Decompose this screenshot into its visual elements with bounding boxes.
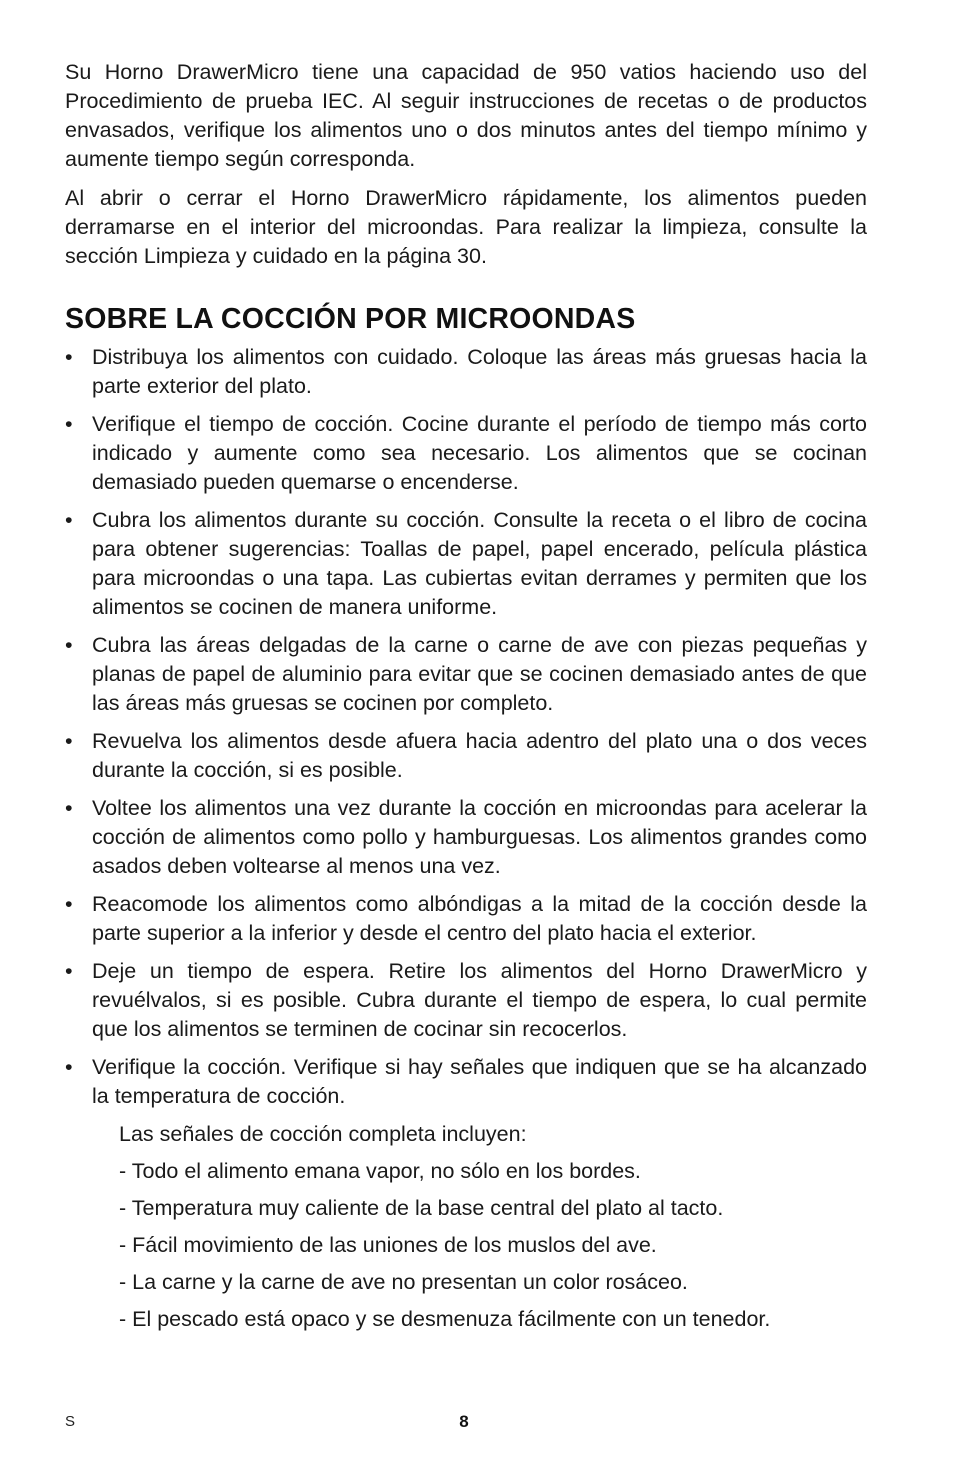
list-item xyxy=(65,890,867,948)
section-heading: SOBRE LA COCCIÓN POR MICROONDAS xyxy=(65,303,636,335)
intro-paragraph-1: Su Horno DrawerMicro tiene una capacidad de 950 vatios haciendo uso del Procedimiento de prueba IEC. Al seguir instrucciones de recetas o de productos envasados, verifique los alimentos uno o dos minutos antes del tiempo mínimo y aumente tiempo según corresponda. xyxy=(65,60,867,171)
list-item-text: Reacomode los alimentos como albóndigas a la mitad de la cocción desde la parte superior a la inferior y desde el centro del plato hacia el exterior. xyxy=(92,892,867,945)
sign-item: - El pescado está opaco y se desmenuza fácilmente con un tenedor. xyxy=(119,1307,771,1331)
list-item-text: Verifique el tiempo de cocción. Cocine durante el período de tiempo más corto indicado y aumente como sea necesario. Los alimentos que se cocinan demasiado pueden quemarse o encenderse. xyxy=(92,412,867,494)
list-item xyxy=(65,410,867,497)
bullet-icon: • xyxy=(65,1055,73,1079)
signs-intro: Las señales de cocción completa incluyen: xyxy=(119,1122,527,1146)
sign-item: - Todo el alimento emana vapor, no sólo en los bordes. xyxy=(119,1159,641,1183)
list-item xyxy=(65,1053,867,1111)
list-item-text: Revuelva los alimentos desde afuera hacia adentro del plato una o dos veces durante la cocción, si es posible. xyxy=(92,729,867,782)
bullet-icon: • xyxy=(65,633,73,657)
list-item xyxy=(65,343,867,401)
doneness-signs xyxy=(65,1120,867,1334)
bullet-icon: • xyxy=(65,892,73,916)
list-item xyxy=(65,794,867,881)
bullet-icon: • xyxy=(65,959,73,983)
list-item-text: Verifique la cocción. Verifique si hay señales que indiquen que se ha alcanzado la temperatura de cocción. xyxy=(92,1055,867,1108)
intro-paragraph-2: Al abrir o cerrar el Horno DrawerMicro rápidamente, los alimentos pueden derramarse en el interior del microondas. Para realizar la limpieza, consulte la sección Limpieza y cuidado en la página 30. xyxy=(65,186,867,268)
tips-list xyxy=(65,343,867,1111)
list-item-text: Cubra las áreas delgadas de la carne o carne de ave con piezas pequeñas y planas de papel de aluminio para evitar que se cocinen demasiado antes de que las áreas más gruesas se cocinen por completo. xyxy=(92,633,867,715)
footer-language-code: S xyxy=(65,1413,76,1430)
list-item-text: Deje un tiempo de espera. Retire los alimentos del Horno DrawerMicro y revuélvalos, si es posible. Cubra durante el tiempo de espera, lo cual permite que los alimentos se terminen de cocinar sin recocerlos. xyxy=(92,959,867,1041)
bullet-icon: • xyxy=(65,508,73,532)
list-item-text: Voltee los alimentos una vez durante la cocción en microondas para acelerar la cocción de alimentos como pollo y hamburguesas. Los alimentos grandes como asados deben voltearse al menos una vez. xyxy=(92,796,867,878)
list-item xyxy=(65,631,867,718)
page-content xyxy=(65,58,867,1342)
bullet-icon: • xyxy=(65,729,73,753)
list-item xyxy=(65,727,867,785)
list-item-text: Distribuya los alimentos con cuidado. Coloque las áreas más gruesas hacia la parte exterior del plato. xyxy=(92,345,867,398)
sign-item: - Fácil movimiento de las uniones de los muslos del ave. xyxy=(119,1233,657,1257)
list-item xyxy=(65,957,867,1044)
list-item xyxy=(65,506,867,622)
page-number: 8 xyxy=(459,1412,469,1431)
list-item-text: Cubra los alimentos durante su cocción. Consulte la receta o el libro de cocina para obtener sugerencias: Toallas de papel, papel encerado, película plástica para microondas o una tapa. Las cubiertas evitan derrames y permiten que los alimentos se cocinen de manera uniforme. xyxy=(92,508,867,619)
bullet-icon: • xyxy=(65,345,73,369)
bullet-icon: • xyxy=(65,412,73,436)
sign-item: - La carne y la carne de ave no presentan un color rosáceo. xyxy=(119,1270,688,1294)
sign-item: - Temperatura muy caliente de la base central del plato al tacto. xyxy=(119,1196,724,1220)
bullet-icon: • xyxy=(65,796,73,820)
